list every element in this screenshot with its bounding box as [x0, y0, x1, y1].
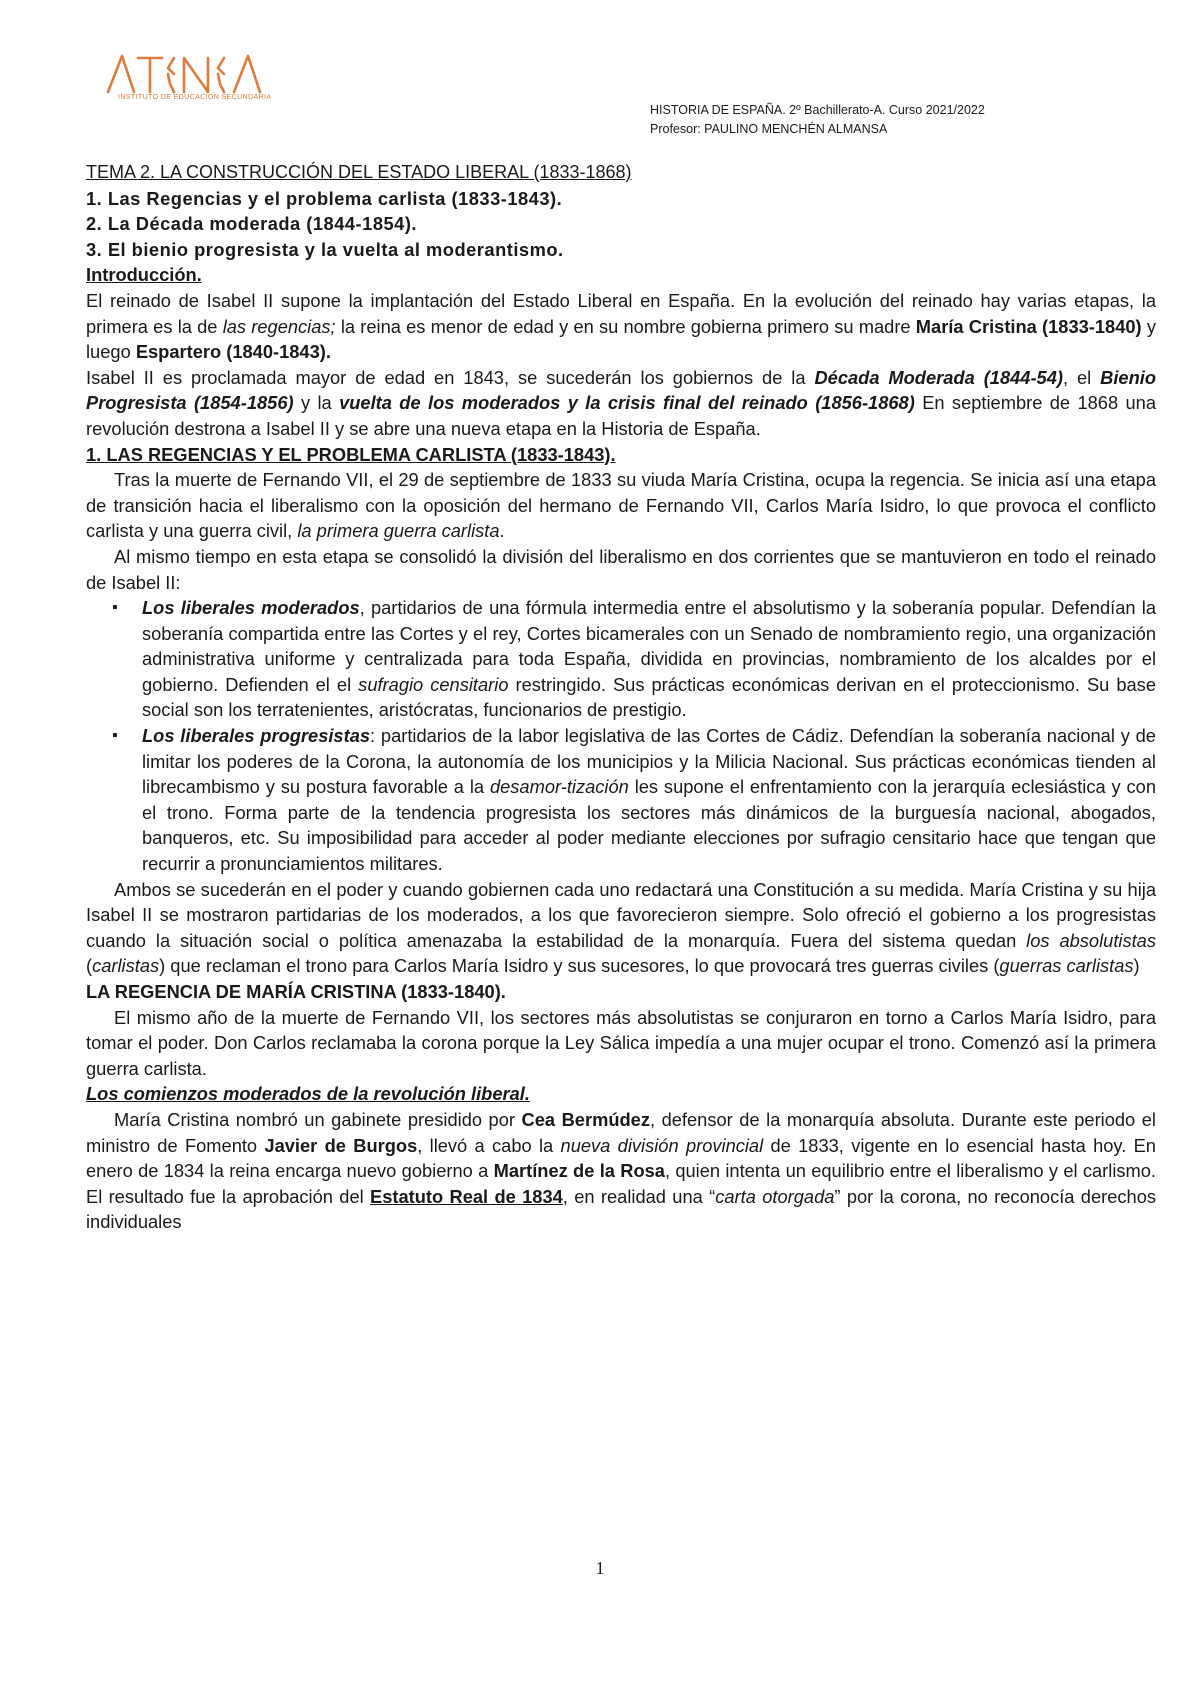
intro-paragraph-1 — [86, 288, 1156, 365]
section-1-heading — [86, 442, 1156, 468]
text: Ambos se sucederán en el poder y cuando gobiernen cada uno redactará una Constitución a su medida. María Cristina y su hija Isabel II se mostraron partidarias de los moderados, a los que favorecieron siempre. Solo ofreció el gobierno a los progresistas cuando la situación social o política amenazaba la estabilidad de la monarquía. Fuera del sistema quedan — [86, 878, 1156, 951]
text: los absolutistas — [1026, 929, 1156, 951]
text: la reina es menor de edad y en su nombre gobierna primero su madre — [335, 315, 916, 337]
atenea-logo-mark — [104, 52, 294, 96]
text: , defensor de la monarquía absoluta. Durante este periodo el ministro de Fomento — [86, 1108, 1156, 1156]
text: , llevó a cabo la — [417, 1134, 561, 1156]
text: 1. LAS REGENCIAS Y EL PROBLEMA CARLISTA (1833-1843). — [86, 443, 616, 465]
section-1-paragraph-1 — [86, 467, 1156, 544]
course-line: HISTORIA DE ESPAÑA. 2º Bachillerato-A. Curso 2021/2022 — [650, 103, 985, 117]
comienzos-heading: Los comienzos moderados de la revolución liberal. — [86, 1083, 530, 1105]
regencia-heading: LA REGENCIA DE MARÍA CRISTINA (1833-1840). — [86, 981, 506, 1002]
text: les supone el enfrentamiento con la jerarquía eclesiástica y con el trono. Forma parte de la tendencia progresista los sectores más dinámicos de la burguesía nacional, abogados, banqueros, etc. Su imposibilidad para acceder al poder mediante elecciones por sufragio censitario hace que tengan que recurrir a pronunciamientos militares. — [142, 776, 1156, 875]
text: sufragio censitario — [358, 673, 509, 695]
text: , el — [1062, 366, 1101, 388]
liberal-currents-list — [86, 595, 1156, 877]
text: guerras carlistas — [999, 955, 1134, 977]
atenea-logo — [104, 52, 294, 112]
text: Bienio Progresista (1854-1856) — [86, 366, 1157, 414]
text: la primera guerra carlista — [297, 520, 500, 542]
text: María Cristina nombró un gabinete presidido por — [114, 1108, 522, 1130]
text: desamor-tización — [489, 776, 629, 798]
intro-heading: Introducción. — [86, 264, 202, 286]
text: Cea Bermúdez — [521, 1108, 650, 1130]
text: , en realidad una “ — [562, 1185, 716, 1207]
document-header — [650, 101, 985, 139]
text: de 1833, vigente en lo esencial hasta hoy. En enero de 1834 la reina encarga nuevo gobierno a — [86, 1134, 1156, 1182]
text: . — [499, 520, 505, 542]
text: carlistas — [92, 955, 160, 977]
text: Tras la muerte de Fernando VII, el 29 de septiembre de 1833 su viuda María Cristina, ocupa la regencia. Se inicia así una etapa de transición hacia el liberalismo con la oposición del hermano de Fernando VII, Carlos María Isidro, lo que provoca el conflicto carlista y una guerra civil, — [86, 469, 1156, 542]
text: ) — [1133, 955, 1140, 977]
page-title: TEMA 2. LA CONSTRUCCIÓN DEL ESTADO LIBERAL (1833-1868) — [86, 162, 632, 182]
logo-subtitle: INSTITUTO DE EDUCACIÓN SECUNDARIA — [118, 94, 272, 101]
intro-paragraph-2 — [86, 365, 1156, 442]
text: Espartero (1840-1843). — [135, 341, 331, 363]
text: las regencias; — [222, 315, 336, 337]
text: Los liberales progresistas — [142, 725, 371, 747]
text: María Cristina (1833-1840) — [915, 315, 1142, 337]
text: , partidarios de una fórmula intermedia entre el absolutismo y la soberanía popular. Defendían la soberanía compartida entre las Cortes y el rey, Cortes bicamerales con un Senado de nombramiento regio, una organización administrativa uniforme y centralizada para toda España, dividida en provincias, nombramiento de los alcaldes por el gobierno. Defienden el el — [142, 597, 1156, 695]
text: y la — [293, 392, 340, 414]
text: En septiembre de 1868 una revolución destrona a Isabel II y se abre una nueva etapa en la Historia de España. — [86, 392, 1156, 439]
text: vuelta de los moderados y la crisis final del reinado (1856-1868) — [339, 392, 915, 414]
text: Martínez de la Rosa — [493, 1160, 665, 1182]
text: ( — [86, 955, 93, 977]
section-1-paragraph-2: Al mismo tiempo en esta etapa se consolidó la división del liberalismo en dos corrientes que se mantuvieron en todo el reinado de Isabel II: — [86, 545, 1156, 593]
text: Javier de Burgos — [264, 1134, 418, 1156]
text: Década Moderada (1844-54) — [814, 366, 1063, 388]
text: nueva división provincial — [560, 1134, 764, 1156]
text: carta otorgada — [715, 1185, 835, 1207]
teacher-line: Profesor: PAULINO MENCHÉN ALMANSA — [650, 122, 888, 136]
comienzos-paragraph — [86, 1107, 1156, 1235]
text: ) que reclaman el trono para Carlos María Isidro y sus sucesores, lo que provocará tres guerras civiles ( — [159, 955, 1000, 977]
table-of-contents — [86, 186, 1156, 263]
text: Isabel II es proclamada mayor de edad en 1843, se sucederán los gobiernos de la — [86, 366, 815, 388]
text: Los liberales moderados — [142, 597, 360, 619]
text: y luego — [86, 315, 1156, 363]
text: restringido. Sus prácticas económicas derivan en el proteccionismo. Su base social son los terratenientes, aristócratas, funcionarios de prestigio. — [142, 673, 1156, 721]
text: El reinado de Isabel II supone la implantación del Estado Liberal en España. En la evolución del reinado hay varias etapas, la primera es la de — [86, 289, 1156, 337]
text: Estatuto Real de 1834 — [370, 1185, 563, 1207]
toc-item: 1. Las Regencias y el problema carlista (1833-1843). — [86, 187, 563, 209]
text: ” por la corona, no reconocía derechos individuales — [86, 1185, 1157, 1233]
page-number: 1 — [595, 1558, 605, 1578]
toc-item: 3. El bienio progresista y la vuelta al moderantismo. — [86, 238, 564, 260]
document-body — [86, 160, 1156, 1235]
text: , quien intenta un equilibrio entre el liberalismo y el carlismo. El resultado fue la aprobación del — [86, 1160, 1156, 1207]
regencia-paragraph: El mismo año de la muerte de Fernando VII, los sectores más absolutistas se conjuraron en torno a Carlos María Isidro, para tomar el poder. Don Carlos reclamaba la corona porque la Ley Sálica impedía a una mujer ocupar el trono. Comenzó así la primera guerra carlista. — [86, 1006, 1156, 1079]
toc-item: 2. La Década moderada (1844-1854). — [86, 213, 417, 235]
section-1-paragraph-3 — [86, 877, 1156, 979]
list-item — [142, 723, 1156, 877]
text: : partidarios de la labor legislativa de las Cortes de Cádiz. Defendían la soberanía nacional y de limitar los poderes de la Corona, la autonomía de los municipios y la Milicia Nacional. Sus prácticas económicas tienden al librecambismo y su postura favorable a la — [142, 725, 1156, 798]
list-item — [142, 595, 1156, 723]
